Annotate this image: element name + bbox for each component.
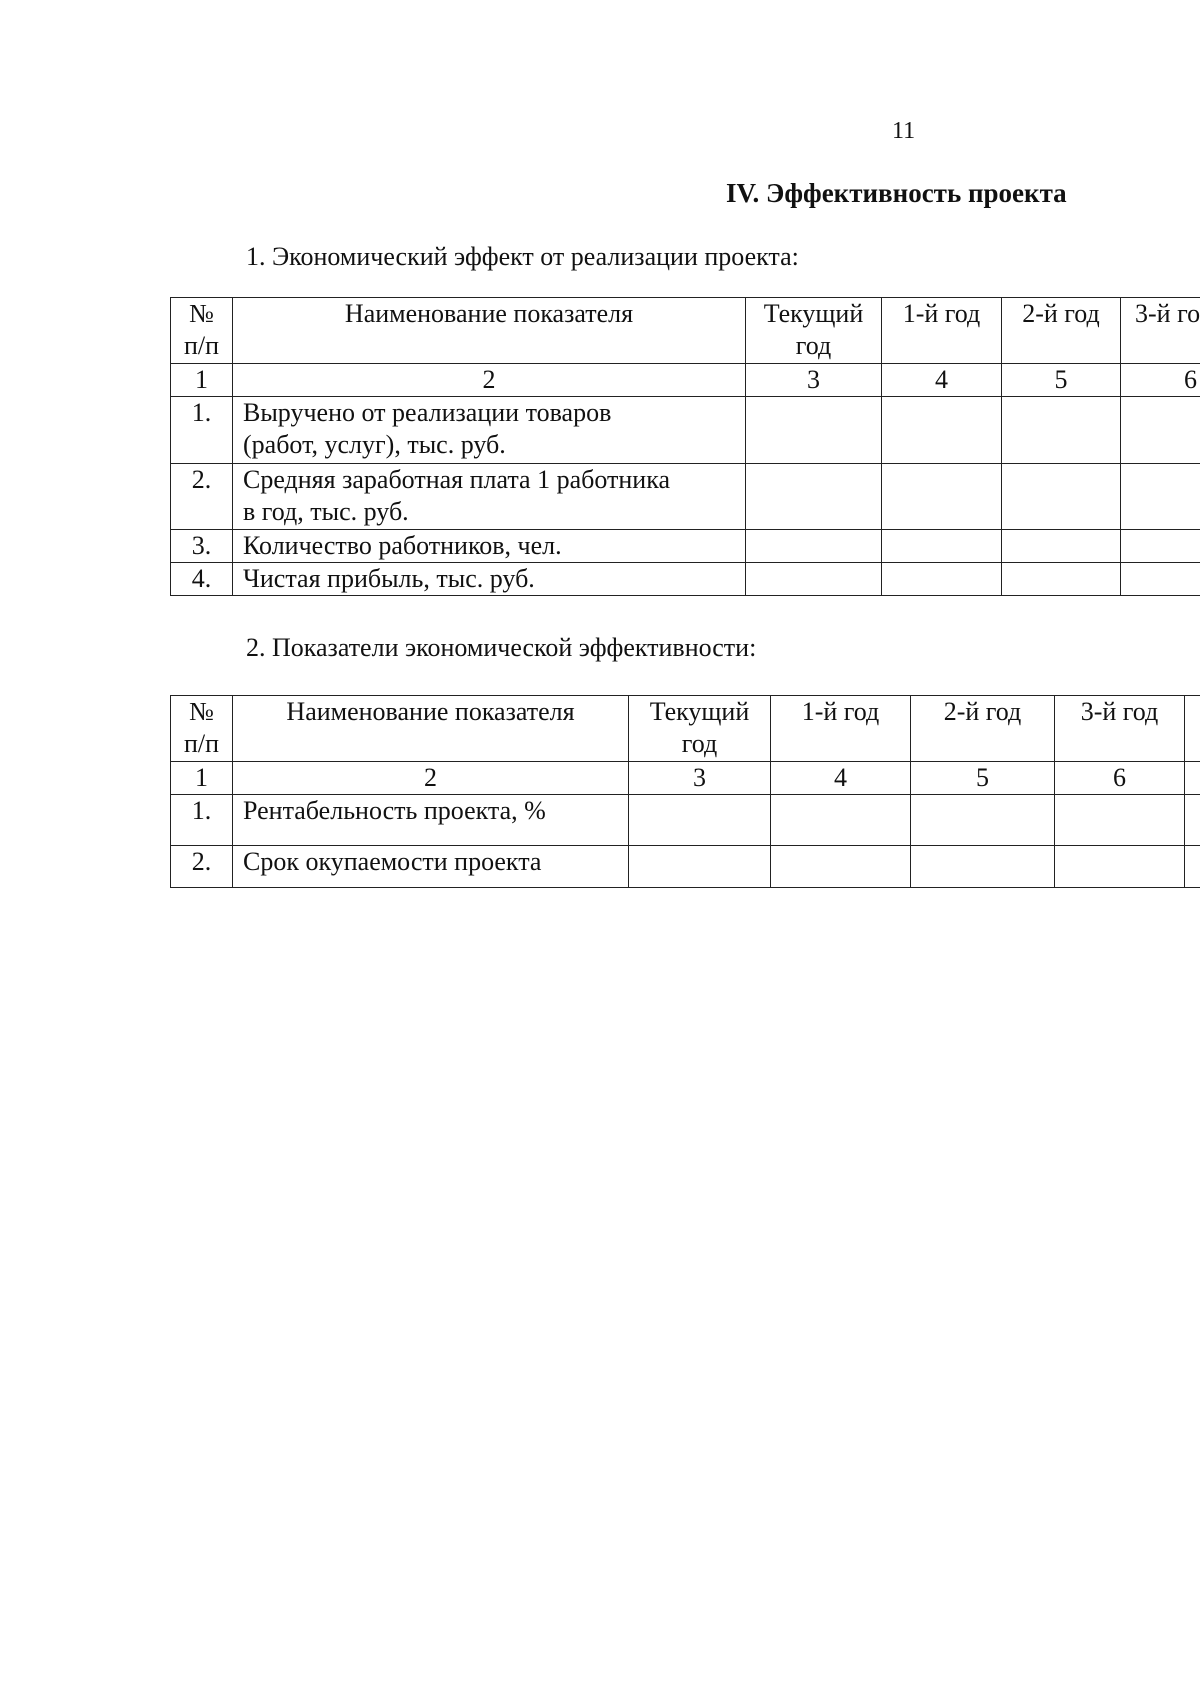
value-cell-year2[interactable] <box>1002 464 1121 530</box>
col-header-year1: 1-й год <box>882 298 1002 364</box>
table1-container <box>170 297 1200 601</box>
indicator-name-line1: Выручено от реализации товаров <box>243 398 612 427</box>
index-cell: 4 <box>882 364 1002 397</box>
col-header-year2: 2-й год <box>911 696 1055 762</box>
value-cell-year2[interactable] <box>1002 530 1121 563</box>
indicator-name <box>233 464 746 530</box>
col-header-current-line2: год <box>681 729 718 758</box>
index-cell: 3 <box>629 762 771 795</box>
table-row <box>171 846 1200 888</box>
col-header-current-year <box>746 298 882 364</box>
index-cell: 5 <box>911 762 1055 795</box>
value-cell-year2[interactable] <box>911 846 1055 888</box>
col-header-number <box>171 298 233 364</box>
value-cell-year1[interactable] <box>771 795 911 846</box>
value-cell-year1[interactable] <box>882 530 1002 563</box>
economic-effect-table <box>170 297 1200 596</box>
row-number: 3. <box>171 530 233 563</box>
col-header-number <box>171 696 233 762</box>
row-number: 1. <box>171 397 233 464</box>
value-cell-next[interactable] <box>1185 795 1200 846</box>
value-cell-year3[interactable] <box>1121 464 1200 530</box>
value-cell-year2[interactable] <box>1002 397 1121 464</box>
index-cell: 4 <box>771 762 911 795</box>
value-cell-year1[interactable] <box>882 563 1002 596</box>
index-cell: 1 <box>171 762 233 795</box>
row-number: 1. <box>171 795 233 846</box>
value-cell-next[interactable] <box>1185 846 1200 888</box>
value-cell-year3[interactable] <box>1055 795 1185 846</box>
value-cell-year1[interactable] <box>771 846 911 888</box>
row-number: 2. <box>171 846 233 888</box>
index-cell: 1 <box>171 364 233 397</box>
table-row <box>171 397 1200 464</box>
value-cell-year3[interactable] <box>1121 530 1200 563</box>
table-row <box>171 530 1200 563</box>
indicator-name-line2: (работ, услуг), тыс. руб. <box>243 430 506 459</box>
table2-index-row <box>171 762 1200 795</box>
value-cell-current[interactable] <box>746 530 882 563</box>
indicator-name: Рентабельность проекта, % <box>233 795 629 846</box>
col-header-year2: 2-й год <box>1002 298 1121 364</box>
col-header-number-line1: № <box>189 697 214 726</box>
table1-caption: 1. Экономический эффект от реализации проекта: <box>246 242 799 271</box>
section-title: IV. Эффективность проекта <box>726 178 1067 208</box>
col-header-year3: 3-й год <box>1055 696 1185 762</box>
index-cell: 5 <box>1002 364 1121 397</box>
index-cell <box>1185 762 1200 795</box>
value-cell-current[interactable] <box>629 795 771 846</box>
value-cell-current[interactable] <box>746 464 882 530</box>
col-header-year1: 1-й год <box>771 696 911 762</box>
index-cell: 2 <box>233 762 629 795</box>
col-header-name: Наименование показателя <box>233 298 746 364</box>
value-cell-year3[interactable] <box>1121 563 1200 596</box>
col-header-number-line1: № <box>189 299 214 328</box>
col-header-number-line2: п/п <box>183 729 220 758</box>
table-row <box>171 563 1200 596</box>
indicator-name-line1: Средняя заработная плата 1 работника <box>243 465 670 494</box>
col-header-current-year <box>629 696 771 762</box>
row-number: 4. <box>171 563 233 596</box>
index-cell: 6 <box>1055 762 1185 795</box>
indicator-name: Количество работников, чел. <box>233 530 746 563</box>
efficiency-indicators-table <box>170 695 1200 888</box>
table-row <box>171 795 1200 846</box>
value-cell-year1[interactable] <box>882 464 1002 530</box>
value-cell-current[interactable] <box>746 397 882 464</box>
value-cell-year3[interactable] <box>1121 397 1200 464</box>
table2-header-row <box>171 696 1200 762</box>
index-cell: 2 <box>233 364 746 397</box>
indicator-name <box>233 397 746 464</box>
col-header-number-line2: п/п <box>183 331 220 360</box>
page-number: 11 <box>892 118 916 144</box>
col-header-next <box>1185 696 1200 762</box>
table1-header-row <box>171 298 1200 364</box>
value-cell-current[interactable] <box>629 846 771 888</box>
table2-caption: 2. Показатели экономической эффективности: <box>246 633 757 662</box>
col-header-year3: 3-й го <box>1121 298 1200 364</box>
row-number: 2. <box>171 464 233 530</box>
col-header-current-line2: год <box>795 331 832 360</box>
index-cell: 6 <box>1121 364 1200 397</box>
indicator-name: Срок окупаемости проекта <box>233 846 629 888</box>
value-cell-year2[interactable] <box>1002 563 1121 596</box>
table-row <box>171 464 1200 530</box>
value-cell-current[interactable] <box>746 563 882 596</box>
col-header-name: Наименование показателя <box>233 696 629 762</box>
indicator-name: Чистая прибыль, тыс. руб. <box>233 563 746 596</box>
indicator-name-line2: в год, тыс. руб. <box>243 497 409 526</box>
col-header-current-line1: Текущий <box>649 697 750 726</box>
table2-container <box>170 695 1200 891</box>
value-cell-year3[interactable] <box>1055 846 1185 888</box>
index-cell: 3 <box>746 364 882 397</box>
table1-index-row <box>171 364 1200 397</box>
col-header-current-line1: Текущий <box>763 299 864 328</box>
value-cell-year2[interactable] <box>911 795 1055 846</box>
value-cell-year1[interactable] <box>882 397 1002 464</box>
